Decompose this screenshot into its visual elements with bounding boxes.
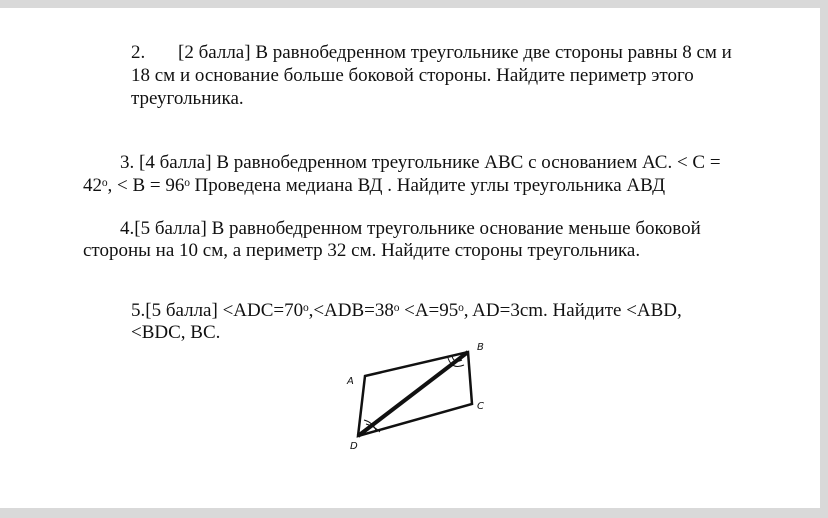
problem-2-line-3: треугольника. (131, 88, 244, 109)
screen-top-border (0, 0, 828, 8)
screen-right-border (820, 0, 828, 518)
vertex-label-c: C (477, 401, 484, 412)
problem-5-line-2: <BDC, BC. (131, 322, 221, 343)
problem-3-line-1: 3. [4 балла] В равнобедренном треугольнике АВС с основанием АС. < С = (120, 152, 721, 173)
vertex-label-a: A (347, 376, 354, 387)
problem-4-line-1: 4.[5 балла] В равнобедренном треугольнике основание меньше боковой (120, 218, 701, 239)
problem-5-line-1: 5.[5 балла] <ADC=70ᵒ,<ADB=38ᵒ <A=95ᵒ, AD=3cm. Найдите <ABD, (131, 300, 682, 321)
vertex-label-d: D (350, 441, 358, 452)
problem-2-line-2: 18 см и основание больше боковой стороны. Найдите периметр этого (131, 65, 694, 86)
problem-4-line-2: стороны на 10 см, а периметр 32 см. Найдите стороны треугольника. (83, 240, 641, 261)
screen-bottom-border (0, 508, 828, 518)
problem-3-line-2: 42ᵒ, < В = 96ᵒ Проведена медиана ВД . Найдите углы треугольника АВД (83, 175, 666, 196)
problem-2-line-1: [2 балла] В равнобедренном треугольнике две стороны равны 8 см и (178, 42, 732, 63)
vertex-label-b: B (477, 342, 484, 353)
problem-2-number: 2. (131, 42, 146, 63)
quadrilateral-figure (340, 338, 500, 453)
